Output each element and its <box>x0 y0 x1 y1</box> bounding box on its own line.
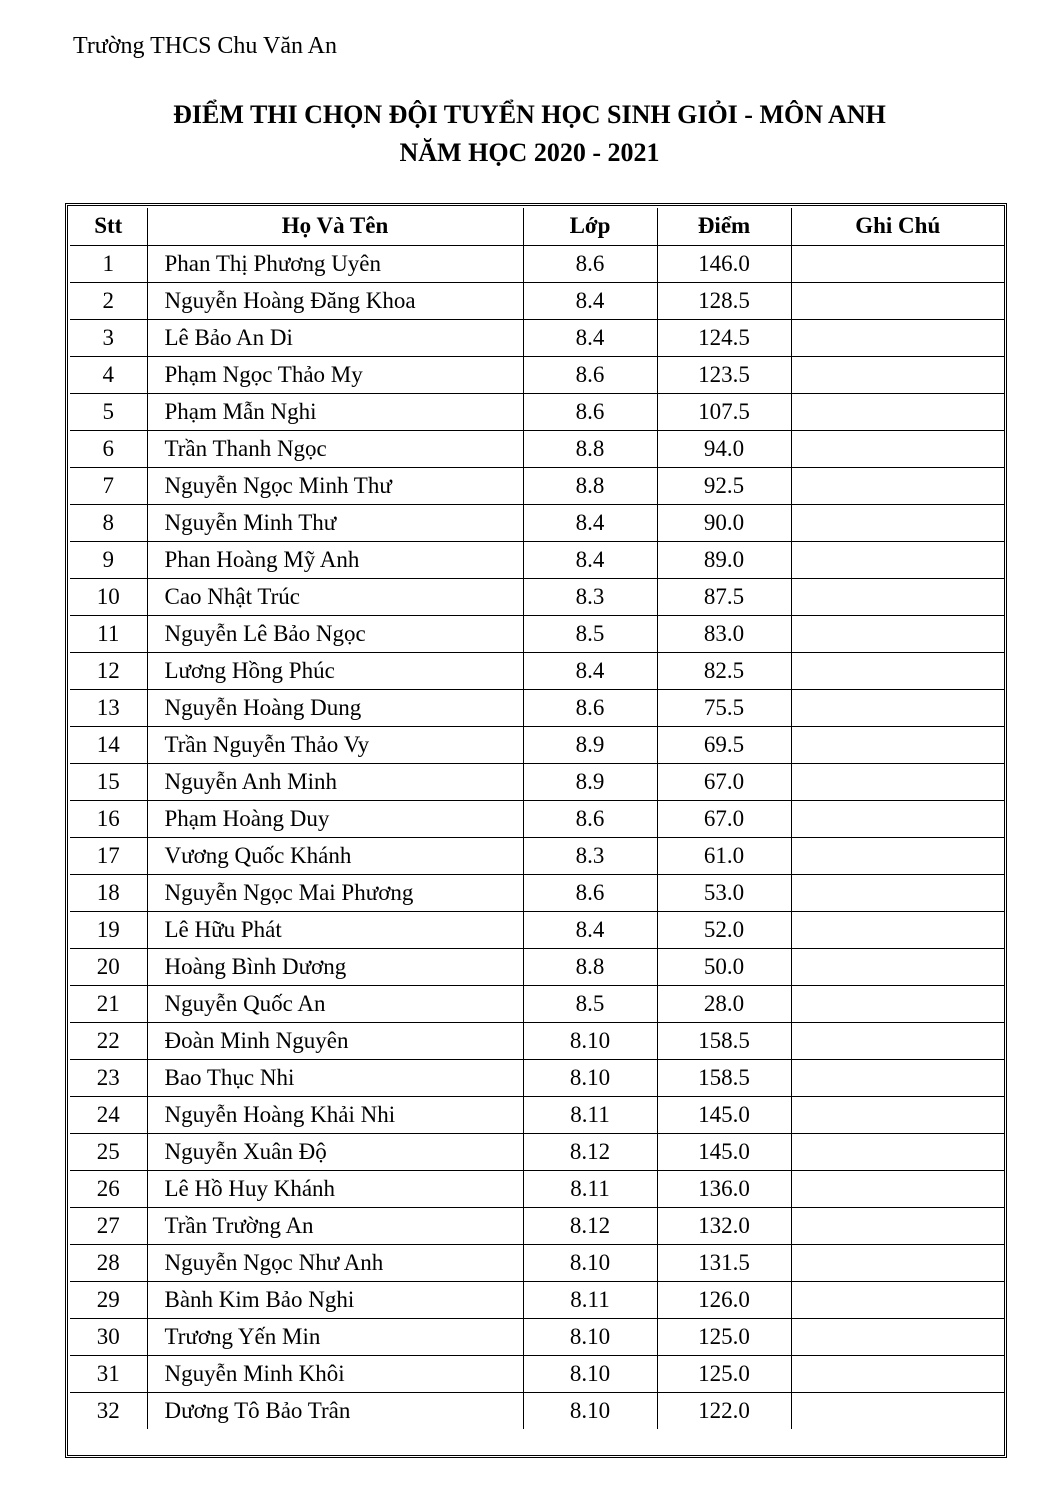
cell-name: Nguyễn Hoàng Đăng Khoa <box>147 282 523 319</box>
cell-note <box>791 1318 1004 1355</box>
table-row <box>70 1059 1004 1096</box>
cell-name: Nguyễn Ngọc Mai Phương <box>147 874 523 911</box>
cell-stt: 1 <box>70 245 147 282</box>
cell-stt: 10 <box>70 578 147 615</box>
cell-name: Nguyễn Hoàng Khải Nhi <box>147 1096 523 1133</box>
cell-stt: 32 <box>70 1392 147 1429</box>
cell-score: 131.5 <box>657 1244 791 1281</box>
cell-class: 8.9 <box>523 726 657 763</box>
cell-class: 8.10 <box>523 1392 657 1429</box>
cell-class: 8.3 <box>523 578 657 615</box>
table-row <box>70 1133 1004 1170</box>
column-header-name: Họ Và Tên <box>147 208 523 245</box>
cell-class: 8.6 <box>523 689 657 726</box>
cell-name: Nguyễn Xuân Độ <box>147 1133 523 1170</box>
table-row <box>70 1244 1004 1281</box>
cell-note <box>791 467 1004 504</box>
cell-note <box>791 1096 1004 1133</box>
cell-note <box>791 726 1004 763</box>
cell-class: 8.8 <box>523 948 657 985</box>
cell-stt: 26 <box>70 1170 147 1207</box>
cell-note <box>791 874 1004 911</box>
table-row <box>70 911 1004 948</box>
cell-note <box>791 652 1004 689</box>
table-row <box>70 985 1004 1022</box>
cell-stt: 18 <box>70 874 147 911</box>
table-row <box>70 393 1004 430</box>
cell-name: Bành Kim Bảo Nghi <box>147 1281 523 1318</box>
cell-score: 145.0 <box>657 1096 791 1133</box>
cell-class: 8.5 <box>523 985 657 1022</box>
table-row <box>70 467 1004 504</box>
table-row <box>70 1022 1004 1059</box>
cell-score: 82.5 <box>657 652 791 689</box>
cell-class: 8.4 <box>523 319 657 356</box>
table-row <box>70 652 1004 689</box>
cell-stt: 25 <box>70 1133 147 1170</box>
cell-name: Đoàn Minh Nguyên <box>147 1022 523 1059</box>
cell-score: 52.0 <box>657 911 791 948</box>
cell-name: Trần Trường An <box>147 1207 523 1244</box>
table-row <box>70 1207 1004 1244</box>
cell-score: 94.0 <box>657 430 791 467</box>
cell-note <box>791 1059 1004 1096</box>
cell-stt: 23 <box>70 1059 147 1096</box>
cell-class: 8.10 <box>523 1318 657 1355</box>
cell-class: 8.4 <box>523 504 657 541</box>
table-row <box>70 504 1004 541</box>
cell-name: Phạm Hoàng Duy <box>147 800 523 837</box>
cell-score: 125.0 <box>657 1355 791 1392</box>
table-header-row <box>70 208 1004 245</box>
cell-name: Lê Bảo An Di <box>147 319 523 356</box>
table-row <box>70 689 1004 726</box>
cell-score: 28.0 <box>657 985 791 1022</box>
table-row <box>70 1318 1004 1355</box>
table-row <box>70 356 1004 393</box>
cell-stt: 30 <box>70 1318 147 1355</box>
cell-note <box>791 1392 1004 1429</box>
table-row <box>70 245 1004 282</box>
cell-name: Bao Thục Nhi <box>147 1059 523 1096</box>
cell-class: 8.10 <box>523 1355 657 1392</box>
score-table <box>70 208 1004 1429</box>
cell-stt: 7 <box>70 467 147 504</box>
cell-stt: 8 <box>70 504 147 541</box>
cell-score: 146.0 <box>657 245 791 282</box>
cell-stt: 17 <box>70 837 147 874</box>
cell-note <box>791 578 1004 615</box>
document-title: ĐIỂM THI CHỌN ĐỘI TUYỂN HỌC SINH GIỎI - MÔN ANH <box>173 100 886 129</box>
cell-score: 125.0 <box>657 1318 791 1355</box>
cell-name: Nguyễn Anh Minh <box>147 763 523 800</box>
cell-class: 8.8 <box>523 430 657 467</box>
cell-stt: 19 <box>70 911 147 948</box>
cell-score: 67.0 <box>657 763 791 800</box>
cell-class: 8.4 <box>523 911 657 948</box>
table-row <box>70 800 1004 837</box>
cell-score: 158.5 <box>657 1022 791 1059</box>
cell-score: 145.0 <box>657 1133 791 1170</box>
cell-note <box>791 837 1004 874</box>
cell-note <box>791 393 1004 430</box>
cell-note <box>791 763 1004 800</box>
cell-class: 8.5 <box>523 615 657 652</box>
table-row <box>70 1281 1004 1318</box>
cell-class: 8.6 <box>523 356 657 393</box>
cell-class: 8.10 <box>523 1244 657 1281</box>
cell-stt: 27 <box>70 1207 147 1244</box>
table-row <box>70 578 1004 615</box>
cell-name: Nguyễn Ngọc Minh Thư <box>147 467 523 504</box>
cell-name: Cao Nhật Trúc <box>147 578 523 615</box>
cell-score: 107.5 <box>657 393 791 430</box>
cell-score: 90.0 <box>657 504 791 541</box>
cell-name: Hoàng Bình Dương <box>147 948 523 985</box>
cell-note <box>791 615 1004 652</box>
cell-name: Nguyễn Ngọc Như Anh <box>147 1244 523 1281</box>
column-header-stt: Stt <box>70 208 147 245</box>
table-row <box>70 430 1004 467</box>
cell-name: Phạm Ngọc Thảo My <box>147 356 523 393</box>
table-row <box>70 874 1004 911</box>
cell-note <box>791 911 1004 948</box>
cell-name: Trần Nguyễn Thảo Vy <box>147 726 523 763</box>
cell-name: Nguyễn Minh Thư <box>147 504 523 541</box>
cell-class: 8.12 <box>523 1133 657 1170</box>
cell-score: 53.0 <box>657 874 791 911</box>
column-header-class: Lớp <box>523 208 657 245</box>
cell-score: 67.0 <box>657 800 791 837</box>
cell-name: Dương Tô Bảo Trân <box>147 1392 523 1429</box>
cell-name: Nguyễn Quốc An <box>147 985 523 1022</box>
cell-class: 8.4 <box>523 282 657 319</box>
cell-score: 136.0 <box>657 1170 791 1207</box>
cell-stt: 31 <box>70 1355 147 1392</box>
cell-name: Trương Yến Min <box>147 1318 523 1355</box>
score-table-frame <box>65 203 1007 1458</box>
cell-score: 126.0 <box>657 1281 791 1318</box>
cell-stt: 29 <box>70 1281 147 1318</box>
cell-note <box>791 541 1004 578</box>
cell-score: 83.0 <box>657 615 791 652</box>
cell-note <box>791 1355 1004 1392</box>
column-header-score: Điểm <box>657 208 791 245</box>
table-row <box>70 1355 1004 1392</box>
cell-note <box>791 356 1004 393</box>
cell-score: 69.5 <box>657 726 791 763</box>
cell-stt: 5 <box>70 393 147 430</box>
cell-name: Lê Hữu Phát <box>147 911 523 948</box>
table-row <box>70 948 1004 985</box>
table-row <box>70 1096 1004 1133</box>
cell-class: 8.6 <box>523 800 657 837</box>
cell-note <box>791 245 1004 282</box>
cell-score: 87.5 <box>657 578 791 615</box>
table-row <box>70 282 1004 319</box>
cell-stt: 16 <box>70 800 147 837</box>
cell-note <box>791 800 1004 837</box>
table-row <box>70 319 1004 356</box>
cell-class: 8.6 <box>523 874 657 911</box>
cell-note <box>791 504 1004 541</box>
cell-score: 123.5 <box>657 356 791 393</box>
cell-note <box>791 1170 1004 1207</box>
cell-class: 8.12 <box>523 1207 657 1244</box>
cell-class: 8.4 <box>523 541 657 578</box>
cell-class: 8.6 <box>523 245 657 282</box>
cell-class: 8.6 <box>523 393 657 430</box>
cell-name: Lương Hồng Phúc <box>147 652 523 689</box>
cell-stt: 20 <box>70 948 147 985</box>
cell-note <box>791 1133 1004 1170</box>
cell-class: 8.9 <box>523 763 657 800</box>
cell-stt: 2 <box>70 282 147 319</box>
cell-stt: 9 <box>70 541 147 578</box>
cell-stt: 11 <box>70 615 147 652</box>
cell-score: 89.0 <box>657 541 791 578</box>
cell-note <box>791 1022 1004 1059</box>
table-row <box>70 763 1004 800</box>
table-row <box>70 541 1004 578</box>
cell-name: Nguyễn Minh Khôi <box>147 1355 523 1392</box>
cell-note <box>791 948 1004 985</box>
cell-note <box>791 1244 1004 1281</box>
table-row <box>70 1392 1004 1429</box>
cell-score: 61.0 <box>657 837 791 874</box>
cell-class: 8.10 <box>523 1022 657 1059</box>
cell-class: 8.11 <box>523 1170 657 1207</box>
cell-note <box>791 319 1004 356</box>
cell-stt: 15 <box>70 763 147 800</box>
cell-class: 8.11 <box>523 1281 657 1318</box>
cell-score: 128.5 <box>657 282 791 319</box>
cell-score: 75.5 <box>657 689 791 726</box>
table-row <box>70 837 1004 874</box>
cell-class: 8.4 <box>523 652 657 689</box>
school-name: Trường THCS Chu Văn An <box>73 33 337 59</box>
cell-score: 122.0 <box>657 1392 791 1429</box>
school-year-title: NĂM HỌC 2020 - 2021 <box>399 138 660 167</box>
cell-note <box>791 282 1004 319</box>
cell-class: 8.10 <box>523 1059 657 1096</box>
cell-name: Phan Thị Phương Uyên <box>147 245 523 282</box>
cell-name: Vương Quốc Khánh <box>147 837 523 874</box>
cell-score: 124.5 <box>657 319 791 356</box>
cell-name: Phạm Mẫn Nghi <box>147 393 523 430</box>
cell-name: Trần Thanh Ngọc <box>147 430 523 467</box>
table-row <box>70 726 1004 763</box>
column-header-note: Ghi Chú <box>791 208 1004 245</box>
cell-note <box>791 985 1004 1022</box>
cell-score: 50.0 <box>657 948 791 985</box>
table-row <box>70 1170 1004 1207</box>
cell-score: 158.5 <box>657 1059 791 1096</box>
cell-stt: 13 <box>70 689 147 726</box>
cell-note <box>791 1281 1004 1318</box>
cell-stt: 6 <box>70 430 147 467</box>
cell-name: Nguyễn Hoàng Dung <box>147 689 523 726</box>
cell-stt: 28 <box>70 1244 147 1281</box>
cell-stt: 21 <box>70 985 147 1022</box>
cell-stt: 3 <box>70 319 147 356</box>
cell-name: Lê Hồ Huy Khánh <box>147 1170 523 1207</box>
cell-stt: 22 <box>70 1022 147 1059</box>
cell-note <box>791 1207 1004 1244</box>
cell-score: 92.5 <box>657 467 791 504</box>
cell-note <box>791 689 1004 726</box>
cell-stt: 24 <box>70 1096 147 1133</box>
cell-stt: 4 <box>70 356 147 393</box>
cell-score: 132.0 <box>657 1207 791 1244</box>
cell-name: Nguyễn Lê Bảo Ngọc <box>147 615 523 652</box>
cell-class: 8.11 <box>523 1096 657 1133</box>
cell-class: 8.3 <box>523 837 657 874</box>
table-row <box>70 615 1004 652</box>
cell-stt: 14 <box>70 726 147 763</box>
cell-class: 8.8 <box>523 467 657 504</box>
cell-stt: 12 <box>70 652 147 689</box>
cell-name: Phan Hoàng Mỹ Anh <box>147 541 523 578</box>
cell-note <box>791 430 1004 467</box>
